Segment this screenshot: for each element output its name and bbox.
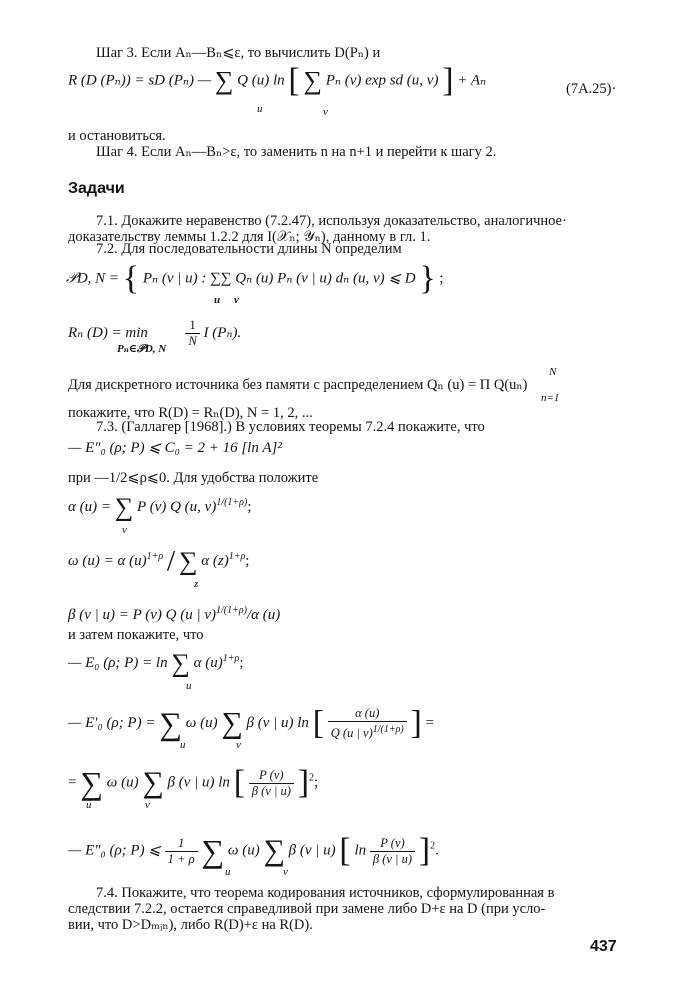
eq-e3-mid: ω (u) (227, 842, 260, 859)
problem-7-4-line-2: следствии 7.2.2, остается справедливой при замене либо D+ε на D (при усло- (68, 901, 546, 917)
sum-symbol-e1b: ∑ (221, 706, 243, 740)
equation-alpha: α (u) = ∑ P (v) Q (u, v)$^{1/(1+\rho)}$; (68, 492, 252, 522)
eq-alpha-lhs: α (u) = (68, 499, 111, 515)
eq-pdn-lhs: 𝒫D, N = (66, 270, 120, 287)
sum-index-u-e3: u (225, 866, 231, 878)
sum-symbol-e2a: ∑ (80, 765, 104, 801)
eq-rn-lhs: Rₙ (D) = min (68, 324, 148, 341)
sum-index-v: v (323, 106, 328, 118)
problem-7-3-line-1: 7.3. (Галлагер [1968].) В условиях теоремы 7.2.4 покажите, что (96, 419, 485, 435)
eq-e3-mid2: β (v | u) (288, 842, 336, 859)
eq-rn-sub: Pₙ∈𝒫D, N (117, 343, 167, 355)
equation-e0-ln: — E₀ (ρ; P) = ln ∑ α $(u)^{1+\rho}$; (68, 648, 244, 678)
sum-symbol-e3b: ∑ (263, 834, 285, 867)
eq-beta-exp: 1/(1+ρ) (216, 605, 248, 616)
eq-e1-lhs: — E′₀ (ρ; P) = (68, 715, 156, 732)
fraction-1-over-n: $\frac{1}{N}$ (185, 318, 199, 349)
eq-alpha-rhs: P (v) Q (u, v) (137, 499, 217, 515)
brace-right: } (419, 260, 436, 297)
eq-alpha-exp: 1/(1+ρ) (216, 497, 248, 508)
bracket-left-e1: [ (312, 704, 325, 742)
fraction-e2: $\frac{P (v)}{\beta (v | u)}$ (249, 768, 294, 799)
eq-e3-lhs: — E″₀ (ρ; P) ⩽ (68, 842, 161, 859)
eq-e1-mid2: β (v | u) ln (246, 715, 309, 732)
sum-index-v-bold: v (234, 294, 239, 306)
eq-7a25-inner: Pₙ (v) exp sd (u, v) (325, 72, 439, 89)
eq-7a25-tail: + Aₙ (457, 72, 487, 89)
eq-e0b-lhs: — E₀ (ρ; P) = ln (68, 655, 168, 671)
problem-7-1-line-1: 7.1. Докажите неравенство (7.2.47), используя доказательство, аналогичное· (96, 213, 567, 229)
sum-index-u-e2: u (86, 799, 92, 811)
fraction-e3b: $\frac{P (v)}{\beta (v | u)}$ (370, 836, 415, 867)
bracket-left-e3: [ (339, 832, 351, 869)
sum-symbol-2: ∑ (303, 66, 323, 95)
product-upper-n: N (549, 366, 557, 378)
bracket-right-e1: ] (410, 704, 422, 742)
problem-7-2-line-3: покажите, что R(D) = Rₙ(D), N = 1, 2, ... (68, 405, 313, 421)
eq-e2-mid2: β (v | u) ln (167, 774, 230, 791)
sum-symbol-e3a: ∑ (201, 833, 225, 869)
sum-index-u-e1: u (180, 739, 186, 751)
bracket-right-e2: ] (297, 764, 310, 801)
fraction-e3: $\frac{1}{1 + \rho}$ (165, 836, 198, 867)
problem-7-2-line-1: 7.2. Для последовательности длины N определим (96, 241, 402, 257)
problem-7-1-line-2: доказательству леммы 1.2.2 для I(𝒳ₙ; 𝒴ₙ), данному в гл. 1. (68, 229, 431, 245)
eq-beta: β (v | u) = P (v) Q (u | v) (68, 607, 217, 623)
bracket-right-e3: ] (418, 832, 431, 869)
bracket-right: ] (442, 62, 454, 99)
eq-e1-mid: ω (u) (185, 715, 218, 732)
equation-omega: ω (u) = α $(u)^{1+\rho}$ / ∑ α $(z)^{1+\rho}$; (68, 544, 250, 578)
sum-symbol-e2b: ∑ (142, 766, 164, 799)
equation-e0-prime: — E′₀ (ρ; P) = ∑ ω (u) ∑ β (v | u) ln [ $\frac{\alpha (u)}{Q (u | v)^{1/(1+\rho)}}$ ] = (68, 704, 435, 742)
problem-7-3-line-3: и затем покажите, что (68, 627, 204, 643)
equation-beta (68, 602, 280, 624)
bracket-left-e2: [ (233, 764, 246, 801)
sum-index-z: z (194, 578, 199, 590)
sum-symbol-e1a: ∑ (159, 705, 183, 742)
sum-index-u: u (257, 103, 263, 115)
equation-pdn (66, 262, 444, 296)
equation-e0-prime-cont: = ∑ ω (u) ∑ β (v | u) ln [ $\frac{P (v)}{\beta (v | u)}$ ]$^2$; (68, 764, 319, 801)
equation-e0-second: — E″₀ (ρ; P) ⩽ $\frac{1}{1 + \rho}$ ∑ ω (u) ∑ β (v | u) [ ln $\frac{P (v)}{\beta (v | u)}$ ]$^2$. (68, 832, 439, 869)
eq-pdn-tail: ; (439, 270, 444, 287)
sum-index-u-e0: u (186, 680, 192, 692)
sum-index-v-alpha: v (122, 524, 127, 536)
section-title: Задачи (68, 180, 125, 197)
fraction-e1: $\frac{\alpha (u)}{Q (u | v)^{1/(1+\rho)}}$ (328, 706, 407, 741)
sum-symbol-omega: ∑ (178, 546, 198, 576)
sum-symbol: ∑ (214, 66, 234, 95)
stop-line: и остановиться. (68, 128, 166, 144)
sum-index-v-e2: v (145, 799, 150, 811)
eq-7a25-mid: Q (u) ln (237, 72, 285, 89)
step3-line: Шаг 3. Если Aₙ—Bₙ⩽ε, то вычислить D(Pₙ) и (96, 45, 381, 61)
brace-left: { (122, 260, 140, 297)
eq-omega-exp: 1+ρ (146, 551, 164, 562)
eq-omega-rhs: α (z) (201, 553, 229, 569)
sum-symbol-e0: ∑ (171, 648, 190, 678)
eq-7a25-label: (7A.25)· (566, 81, 617, 97)
product-lower: n=1 (541, 392, 560, 404)
step4-line: Шаг 4. Если Aₙ—Bₙ>ε, то заменить n на n+1 и перейти к шагу 2. (96, 144, 497, 160)
eq-e0b-rhs: α (u) (193, 655, 223, 671)
eq-beta-tail: /α (u) (247, 607, 281, 623)
sum-index-v-e1: v (236, 739, 241, 751)
sum-symbol-alpha: ∑ (114, 492, 134, 522)
eq-rn-tail: I (Pₙ). (203, 324, 242, 341)
problem-7-2-line-2: Для дискретного источника без памяти с распределением Qₙ (u) = Π Q(uₙ) (68, 377, 528, 393)
page-number: 437 (590, 938, 617, 955)
sum-index-u-bold: u (214, 294, 221, 306)
equation-7a25 (68, 64, 486, 108)
eq-pdn-body: Pₙ (v | u) : ∑∑ Qₙ (u) Pₙ (v | u) dₙ (u, v) ⩽ D (142, 270, 416, 287)
equation-e0-bound: — E″₀ (ρ; P) ⩽ C₀ = 2 + 16 [ln A]² (68, 440, 282, 456)
problem-7-4-line-3: вии, что D>Dₘᵢₙ), либо R(D)+ε на R(D). (68, 917, 313, 933)
problem-7-3-line-2: при —1/2⩽ρ⩽0. Для удобства положите (68, 470, 319, 486)
sum-index-v-e3: v (283, 866, 288, 878)
eq-7a25-lhs: R (D (Pₙ)) = sD (Pₙ) — (68, 72, 212, 89)
eq-e2-mid: ω (u) (106, 774, 139, 791)
eq-omega-lhs: ω (u) = α (u) (68, 553, 147, 569)
bracket-left: [ (288, 62, 300, 99)
problem-7-4-line-1: 7.4. Покажите, что теорема кодирования источников, сформулированная в (96, 885, 555, 901)
